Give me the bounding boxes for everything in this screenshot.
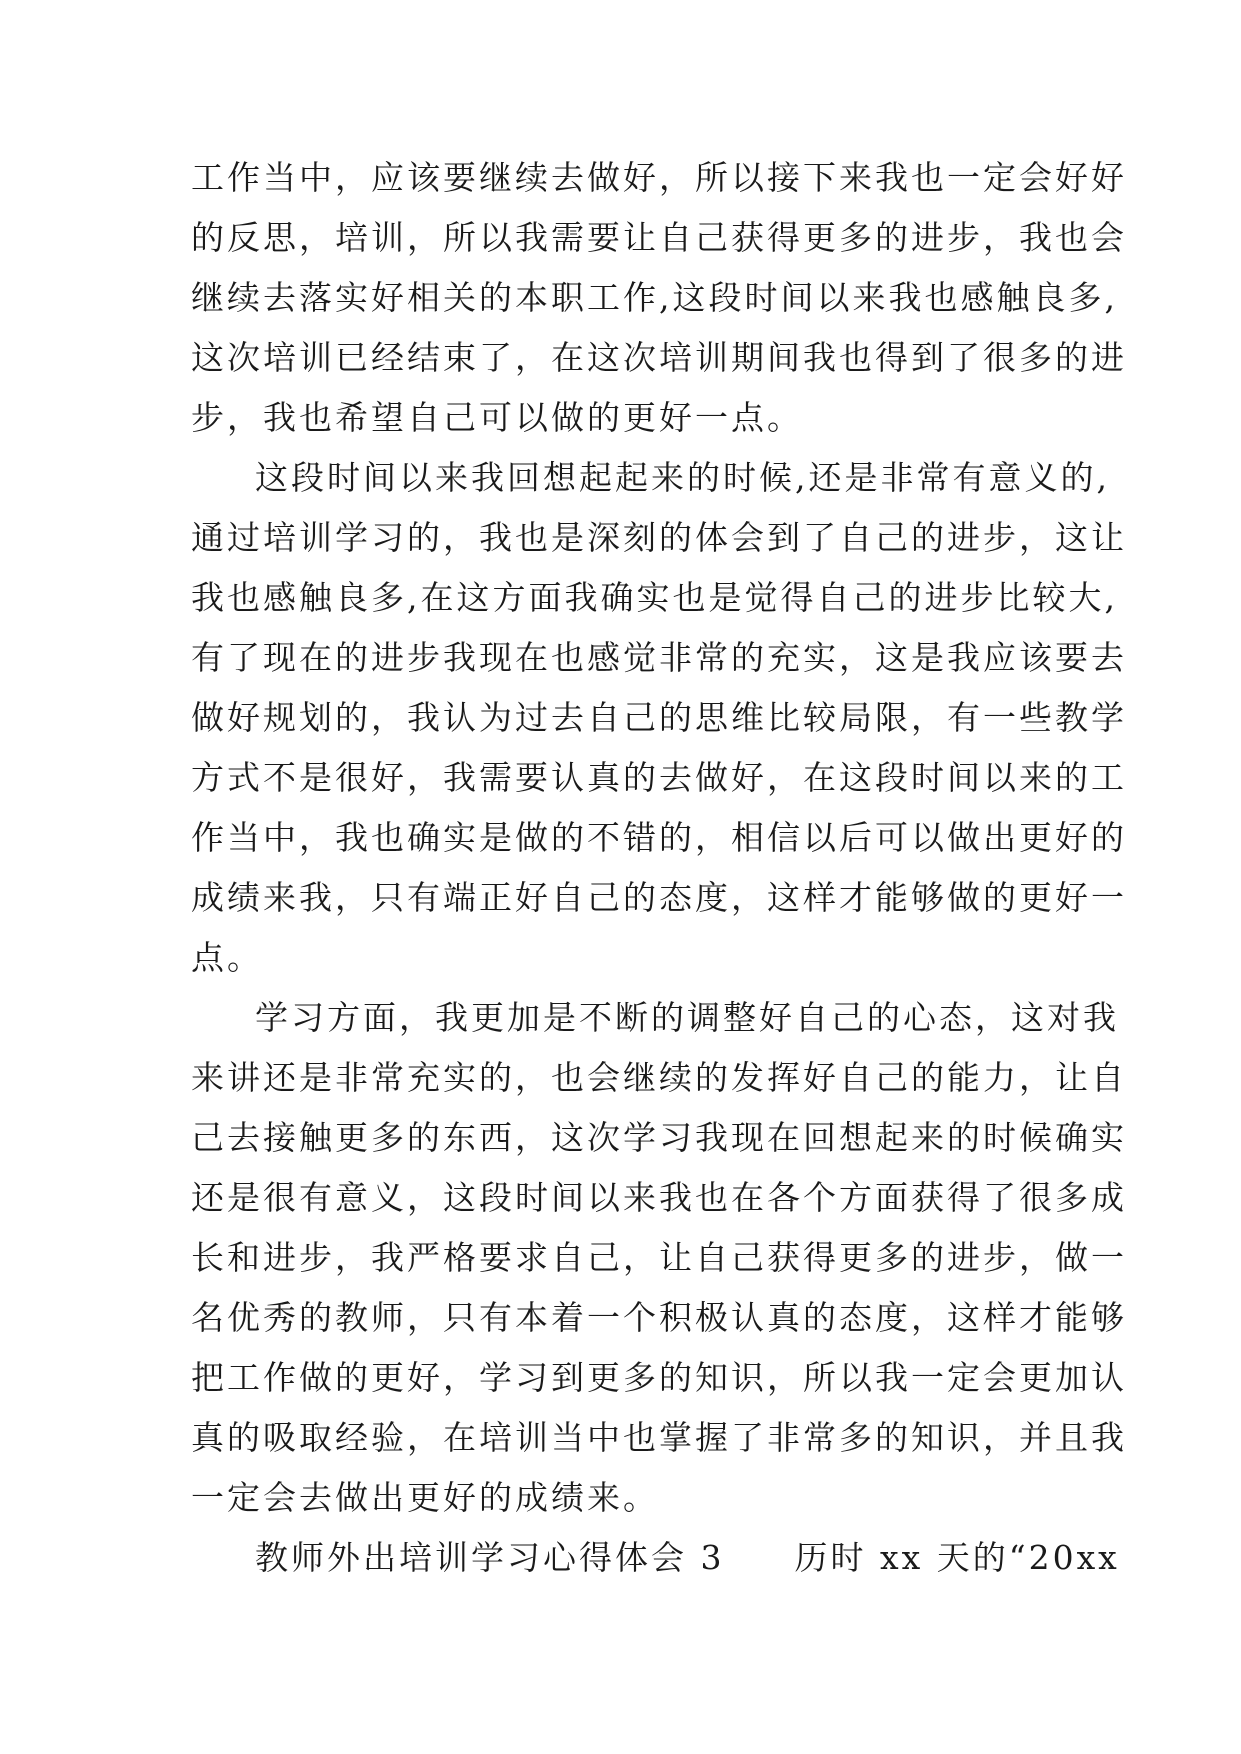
- text-line: 这次培训已经结束了，在这次培训期间我也得到了很多的进: [191, 338, 1127, 377]
- section-heading-continuation: 历时 xx 天的“20xx: [794, 1538, 1120, 1577]
- text-line: 把工作做的更好，学习到更多的知识，所以我一定会更加认: [191, 1358, 1127, 1397]
- text-line: 长和进步，我严格要求自己，让自己获得更多的进步，做一: [191, 1238, 1127, 1277]
- text-line: 真的吸取经验，在培训当中也掌握了非常多的知识，并且我: [191, 1418, 1127, 1457]
- paragraph-first-line: 这段时间以来我回想起起来的时候,还是非常有意义的,: [255, 458, 1110, 497]
- text-line: 步，我也希望自己可以做的更好一点。: [191, 398, 803, 437]
- text-line: 成绩来我，只有端正好自己的态度，这样才能够做的更好一: [191, 878, 1127, 917]
- text-line: 通过培训学习的，我也是深刻的体会到了自己的进步，这让: [191, 518, 1127, 557]
- section-heading-title: 教师外出培训学习心得体会 3: [255, 1538, 725, 1577]
- text-line: 工作当中，应该要继续去做好，所以接下来我也一定会好好: [191, 158, 1127, 197]
- text-line: 有了现在的进步我现在也感觉非常的充实，这是我应该要去: [191, 638, 1127, 677]
- text-line: 一定会去做出更好的成绩来。: [191, 1478, 659, 1517]
- text-line: 还是很有意义，这段时间以来我也在各个方面获得了很多成: [191, 1178, 1127, 1217]
- text-line: 继续去落实好相关的本职工作,这段时间以来我也感触良多,: [191, 278, 1118, 317]
- text-line: 名优秀的教师，只有本着一个积极认真的态度，这样才能够: [191, 1298, 1127, 1337]
- section-heading-line: [255, 1528, 1155, 1588]
- text-line: 点。: [191, 938, 263, 977]
- text-line: 己去接触更多的东西，这次学习我现在回想起来的时候确实: [191, 1118, 1127, 1157]
- text-line: 方式不是很好，我需要认真的去做好，在这段时间以来的工: [191, 758, 1127, 797]
- text-line: 作当中，我也确实是做的不错的，相信以后可以做出更好的: [191, 818, 1127, 857]
- text-line: 来讲还是非常充实的，也会继续的发挥好自己的能力，让自: [191, 1058, 1127, 1097]
- paragraph-first-line: 学习方面，我更加是不断的调整好自己的心态，这对我: [255, 998, 1119, 1037]
- text-line: 做好规划的，我认为过去自己的思维比较局限，有一些教学: [191, 698, 1127, 737]
- text-line: 我也感触良多,在这方面我确实也是觉得自己的进步比较大,: [191, 578, 1118, 617]
- text-line: 的反思，培训，所以我需要让自己获得更多的进步，我也会: [191, 218, 1127, 257]
